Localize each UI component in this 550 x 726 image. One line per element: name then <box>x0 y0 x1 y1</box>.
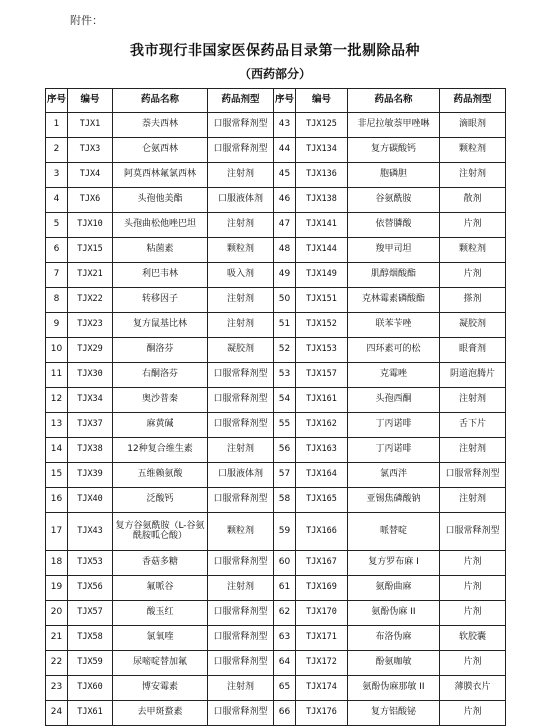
cell-seq-right: 54 <box>274 388 296 413</box>
cell-code-left: TJX6 <box>68 188 113 213</box>
cell-code-right: TJX151 <box>296 288 348 313</box>
cell-code-left: TJX4 <box>68 163 113 188</box>
table-row <box>46 363 506 388</box>
attachment-label: 附件： <box>70 14 103 27</box>
cell-name-right: 肌醇烟酸酯 <box>348 263 440 288</box>
cell-form-right: 片剂 <box>440 601 506 626</box>
cell-form-left: 口服常释剂型 <box>208 363 274 388</box>
cell-code-right: TJX136 <box>296 163 348 188</box>
cell-seq-right: 51 <box>274 313 296 338</box>
cell-name-left: 萘夫西林 <box>113 113 208 138</box>
cell-name-right: 谷氨酰胺 <box>348 188 440 213</box>
cell-seq-right: 49 <box>274 263 296 288</box>
cell-seq-right: 46 <box>274 188 296 213</box>
cell-name-left: 头孢曲松他唑巴坦 <box>113 213 208 238</box>
cell-code-right: TJX163 <box>296 438 348 463</box>
cell-form-right: 眼膏剂 <box>440 338 506 363</box>
cell-code-left: TJX15 <box>68 238 113 263</box>
cell-name-left: 头孢他美酯 <box>113 188 208 213</box>
table-row <box>46 551 506 576</box>
cell-seq-right: 55 <box>274 413 296 438</box>
cell-name-left: 氯氧喹 <box>113 626 208 651</box>
cell-code-right: TJX144 <box>296 238 348 263</box>
cell-code-left: TJX10 <box>68 213 113 238</box>
cell-form-right: 片剂 <box>440 651 506 676</box>
table-row <box>46 701 506 726</box>
cell-code-right: TJX174 <box>296 676 348 701</box>
header-form-right: 药品剂型 <box>440 89 506 113</box>
table-row <box>46 513 506 551</box>
drug-list-table <box>45 88 506 726</box>
cell-code-left: TJX37 <box>68 413 113 438</box>
cell-name-right: 布洛伪麻 <box>348 626 440 651</box>
cell-form-left: 注射剂 <box>208 163 274 188</box>
cell-seq-left: 16 <box>46 488 68 513</box>
cell-seq-right: 48 <box>274 238 296 263</box>
cell-code-left: TJX30 <box>68 363 113 388</box>
cell-code-right: TJX169 <box>296 576 348 601</box>
cell-code-left: TJX57 <box>68 601 113 626</box>
cell-name-right: 复方铝酸铋 <box>348 701 440 726</box>
cell-form-left: 口服常释剂型 <box>208 626 274 651</box>
table-row <box>46 438 506 463</box>
cell-form-right: 注射剂 <box>440 388 506 413</box>
cell-name-right: 丁丙诺啡 <box>348 413 440 438</box>
cell-seq-left: 10 <box>46 338 68 363</box>
cell-form-left: 颗粒剂 <box>208 238 274 263</box>
cell-form-right: 片剂 <box>440 701 506 726</box>
cell-name-right: 丁丙诺啡 <box>348 438 440 463</box>
cell-code-left: TJX34 <box>68 388 113 413</box>
table-row <box>46 188 506 213</box>
cell-name-left: 麻黄碱 <box>113 413 208 438</box>
cell-form-left: 凝胶剂 <box>208 338 274 363</box>
cell-name-left: 阿莫西林氟氯西林 <box>113 163 208 188</box>
cell-name-left: 去甲斑蝥素 <box>113 701 208 726</box>
cell-seq-right: 66 <box>274 701 296 726</box>
cell-form-left: 口服液体剂 <box>208 463 274 488</box>
cell-form-right: 片剂 <box>440 551 506 576</box>
cell-seq-right: 65 <box>274 676 296 701</box>
cell-name-right: 哌替啶 <box>348 513 440 551</box>
cell-form-left: 注射剂 <box>208 288 274 313</box>
cell-form-right: 舌下片 <box>440 413 506 438</box>
cell-code-right: TJX161 <box>296 388 348 413</box>
cell-name-right: 克霉唑 <box>348 363 440 388</box>
cell-form-left: 口服常释剂型 <box>208 601 274 626</box>
cell-seq-left: 15 <box>46 463 68 488</box>
cell-name-right: 头孢西酮 <box>348 388 440 413</box>
cell-form-left: 口服常释剂型 <box>208 701 274 726</box>
table-row <box>46 651 506 676</box>
cell-form-right: 片剂 <box>440 213 506 238</box>
table-row <box>46 238 506 263</box>
cell-seq-left: 19 <box>46 576 68 601</box>
cell-form-left: 口服常释剂型 <box>208 488 274 513</box>
cell-code-left: TJX29 <box>68 338 113 363</box>
cell-form-right: 散剂 <box>440 188 506 213</box>
cell-name-left: 博安霉素 <box>113 676 208 701</box>
cell-name-left: 氟哌谷 <box>113 576 208 601</box>
cell-form-right: 注射剂 <box>440 488 506 513</box>
cell-seq-left: 17 <box>46 513 68 551</box>
cell-form-left: 注射剂 <box>208 438 274 463</box>
cell-code-right: TJX152 <box>296 313 348 338</box>
cell-form-right: 口服常释剂型 <box>440 463 506 488</box>
cell-seq-left: 8 <box>46 288 68 313</box>
header-form-left: 药品剂型 <box>208 89 274 113</box>
cell-form-right: 片剂 <box>440 576 506 601</box>
cell-name-left: 仑氨西林 <box>113 138 208 163</box>
table-row <box>46 413 506 438</box>
cell-seq-left: 21 <box>46 626 68 651</box>
cell-form-right: 颗粒剂 <box>440 138 506 163</box>
cell-form-right: 颗粒剂 <box>440 238 506 263</box>
cell-code-right: TJX165 <box>296 488 348 513</box>
cell-form-left: 注射剂 <box>208 576 274 601</box>
cell-code-left: TJX53 <box>68 551 113 576</box>
cell-code-left: TJX39 <box>68 463 113 488</box>
cell-code-left: TJX56 <box>68 576 113 601</box>
cell-name-right: 氯西泮 <box>348 463 440 488</box>
table-row <box>46 338 506 363</box>
cell-code-right: TJX153 <box>296 338 348 363</box>
cell-name-right: 氨酚曲麻 <box>348 576 440 601</box>
cell-form-right: 片剂 <box>440 263 506 288</box>
cell-form-left: 口服常释剂型 <box>208 388 274 413</box>
cell-code-left: TJX21 <box>68 263 113 288</box>
cell-name-left: 酮洛芬 <box>113 338 208 363</box>
cell-name-right: 非尼拉敏萘甲唑啉 <box>348 113 440 138</box>
cell-seq-left: 24 <box>46 701 68 726</box>
cell-code-left: TJX22 <box>68 288 113 313</box>
cell-code-right: TJX125 <box>296 113 348 138</box>
cell-name-left: 香菇多糖 <box>113 551 208 576</box>
cell-name-right: 亚锡焦磷酸钠 <box>348 488 440 513</box>
cell-form-right: 凝胶剂 <box>440 313 506 338</box>
cell-form-right: 阴道泡腾片 <box>440 363 506 388</box>
cell-name-left: 泛酸钙 <box>113 488 208 513</box>
cell-form-left: 口服常释剂型 <box>208 651 274 676</box>
cell-code-right: TJX167 <box>296 551 348 576</box>
cell-seq-left: 9 <box>46 313 68 338</box>
header-name-left: 药品名称 <box>113 89 208 113</box>
cell-seq-left: 13 <box>46 413 68 438</box>
cell-name-left: 复方鼠基比林 <box>113 313 208 338</box>
table-row <box>46 676 506 701</box>
cell-seq-left: 23 <box>46 676 68 701</box>
cell-name-left: 奥沙普秦 <box>113 388 208 413</box>
cell-seq-right: 53 <box>274 363 296 388</box>
table-row <box>46 463 506 488</box>
cell-name-left: 酸玉红 <box>113 601 208 626</box>
cell-form-right: 薄膜衣片 <box>440 676 506 701</box>
cell-form-left: 颗粒剂 <box>208 513 274 551</box>
cell-code-right: TJX166 <box>296 513 348 551</box>
cell-name-right: 四环素可的松 <box>348 338 440 363</box>
table-header-row <box>46 89 506 113</box>
cell-name-left: 尿嘧啶替加氟 <box>113 651 208 676</box>
table-row <box>46 163 506 188</box>
cell-code-left: TJX1 <box>68 113 113 138</box>
cell-form-right: 注射剂 <box>440 438 506 463</box>
cell-seq-left: 18 <box>46 551 68 576</box>
cell-code-left: TJX60 <box>68 676 113 701</box>
cell-form-right: 软胶囊 <box>440 626 506 651</box>
cell-name-right: 氨酚伪麻 II <box>348 601 440 626</box>
cell-seq-right: 59 <box>274 513 296 551</box>
cell-seq-left: 11 <box>46 363 68 388</box>
cell-seq-right: 63 <box>274 626 296 651</box>
cell-seq-right: 57 <box>274 463 296 488</box>
cell-seq-left: 3 <box>46 163 68 188</box>
cell-code-left: TJX59 <box>68 651 113 676</box>
cell-seq-left: 6 <box>46 238 68 263</box>
cell-seq-left: 4 <box>46 188 68 213</box>
cell-seq-right: 60 <box>274 551 296 576</box>
cell-seq-right: 64 <box>274 651 296 676</box>
cell-seq-right: 44 <box>274 138 296 163</box>
cell-seq-left: 2 <box>46 138 68 163</box>
cell-seq-left: 5 <box>46 213 68 238</box>
header-code-right: 编号 <box>296 89 348 113</box>
cell-name-left: 利巴韦林 <box>113 263 208 288</box>
cell-code-right: TJX134 <box>296 138 348 163</box>
table-row <box>46 313 506 338</box>
cell-form-left: 口服常释剂型 <box>208 138 274 163</box>
cell-seq-right: 62 <box>274 601 296 626</box>
table-row <box>46 263 506 288</box>
cell-name-right: 氨酚伪麻那敏 II <box>348 676 440 701</box>
cell-name-left: 粘菌素 <box>113 238 208 263</box>
cell-code-left: TJX3 <box>68 138 113 163</box>
cell-code-right: TJX170 <box>296 601 348 626</box>
table-row <box>46 388 506 413</box>
cell-name-right: 胞磷胆 <box>348 163 440 188</box>
cell-name-left: 右酮洛芬 <box>113 363 208 388</box>
cell-form-left: 注射剂 <box>208 313 274 338</box>
cell-code-right: TJX164 <box>296 463 348 488</box>
cell-form-right: 注射剂 <box>440 163 506 188</box>
cell-seq-right: 45 <box>274 163 296 188</box>
cell-form-left: 注射剂 <box>208 676 274 701</box>
table-body <box>46 113 506 726</box>
cell-code-right: TJX176 <box>296 701 348 726</box>
cell-name-right: 依替膦酸 <box>348 213 440 238</box>
cell-seq-left: 20 <box>46 601 68 626</box>
page-title: 我市现行非国家医保药品目录第一批剔除品种 <box>130 43 420 59</box>
cell-form-left: 口服常释剂型 <box>208 113 274 138</box>
cell-name-right: 复方罗布麻 I <box>348 551 440 576</box>
cell-form-left: 口服常释剂型 <box>208 551 274 576</box>
cell-code-right: TJX149 <box>296 263 348 288</box>
cell-name-right: 联苯苄唑 <box>348 313 440 338</box>
cell-name-right: 酚氨咖敏 <box>348 651 440 676</box>
cell-code-left: TJX61 <box>68 701 113 726</box>
page-subtitle: （西药部分） <box>238 67 311 81</box>
cell-code-left: TJX23 <box>68 313 113 338</box>
cell-name-right: 复方碳酸钙 <box>348 138 440 163</box>
cell-seq-right: 58 <box>274 488 296 513</box>
table-row <box>46 601 506 626</box>
table-row <box>46 576 506 601</box>
cell-code-right: TJX141 <box>296 213 348 238</box>
cell-seq-right: 56 <box>274 438 296 463</box>
cell-code-right: TJX172 <box>296 651 348 676</box>
cell-code-left: TJX38 <box>68 438 113 463</box>
cell-form-right: 搽剂 <box>440 288 506 313</box>
cell-name-left: 12种复合维生素 <box>113 438 208 463</box>
cell-code-left: TJX58 <box>68 626 113 651</box>
cell-name-left: 复方谷氨酰胺（L-谷氨酰胺呱仑酸） <box>113 513 208 551</box>
cell-seq-right: 50 <box>274 288 296 313</box>
cell-seq-right: 61 <box>274 576 296 601</box>
table-row <box>46 113 506 138</box>
cell-seq-left: 12 <box>46 388 68 413</box>
cell-code-right: TJX162 <box>296 413 348 438</box>
cell-name-left: 五维赖氨酸 <box>113 463 208 488</box>
cell-name-right: 羧甲司坦 <box>348 238 440 263</box>
header-code-left: 编号 <box>68 89 113 113</box>
cell-name-right: 克林霉素磷酸酯 <box>348 288 440 313</box>
cell-code-left: TJX43 <box>68 513 113 551</box>
cell-form-left: 口服常释剂型 <box>208 413 274 438</box>
cell-seq-left: 7 <box>46 263 68 288</box>
cell-form-right: 口服常释剂型 <box>440 513 506 551</box>
header-seq-right: 序号 <box>274 89 296 113</box>
cell-seq-left: 14 <box>46 438 68 463</box>
cell-seq-left: 1 <box>46 113 68 138</box>
header-seq-left: 序号 <box>46 89 68 113</box>
cell-form-left: 吸入剂 <box>208 263 274 288</box>
cell-name-left: 转移因子 <box>113 288 208 313</box>
cell-form-left: 注射剂 <box>208 213 274 238</box>
cell-seq-right: 43 <box>274 113 296 138</box>
cell-code-left: TJX40 <box>68 488 113 513</box>
table-row <box>46 488 506 513</box>
cell-form-left: 口服液体剂 <box>208 188 274 213</box>
cell-seq-left: 22 <box>46 651 68 676</box>
table-row <box>46 213 506 238</box>
cell-seq-right: 52 <box>274 338 296 363</box>
table-row <box>46 288 506 313</box>
cell-code-right: TJX138 <box>296 188 348 213</box>
table-row <box>46 626 506 651</box>
cell-code-right: TJX171 <box>296 626 348 651</box>
header-name-right: 药品名称 <box>348 89 440 113</box>
cell-seq-right: 47 <box>274 213 296 238</box>
cell-form-right: 滴眼剂 <box>440 113 506 138</box>
table-row <box>46 138 506 163</box>
cell-code-right: TJX157 <box>296 363 348 388</box>
